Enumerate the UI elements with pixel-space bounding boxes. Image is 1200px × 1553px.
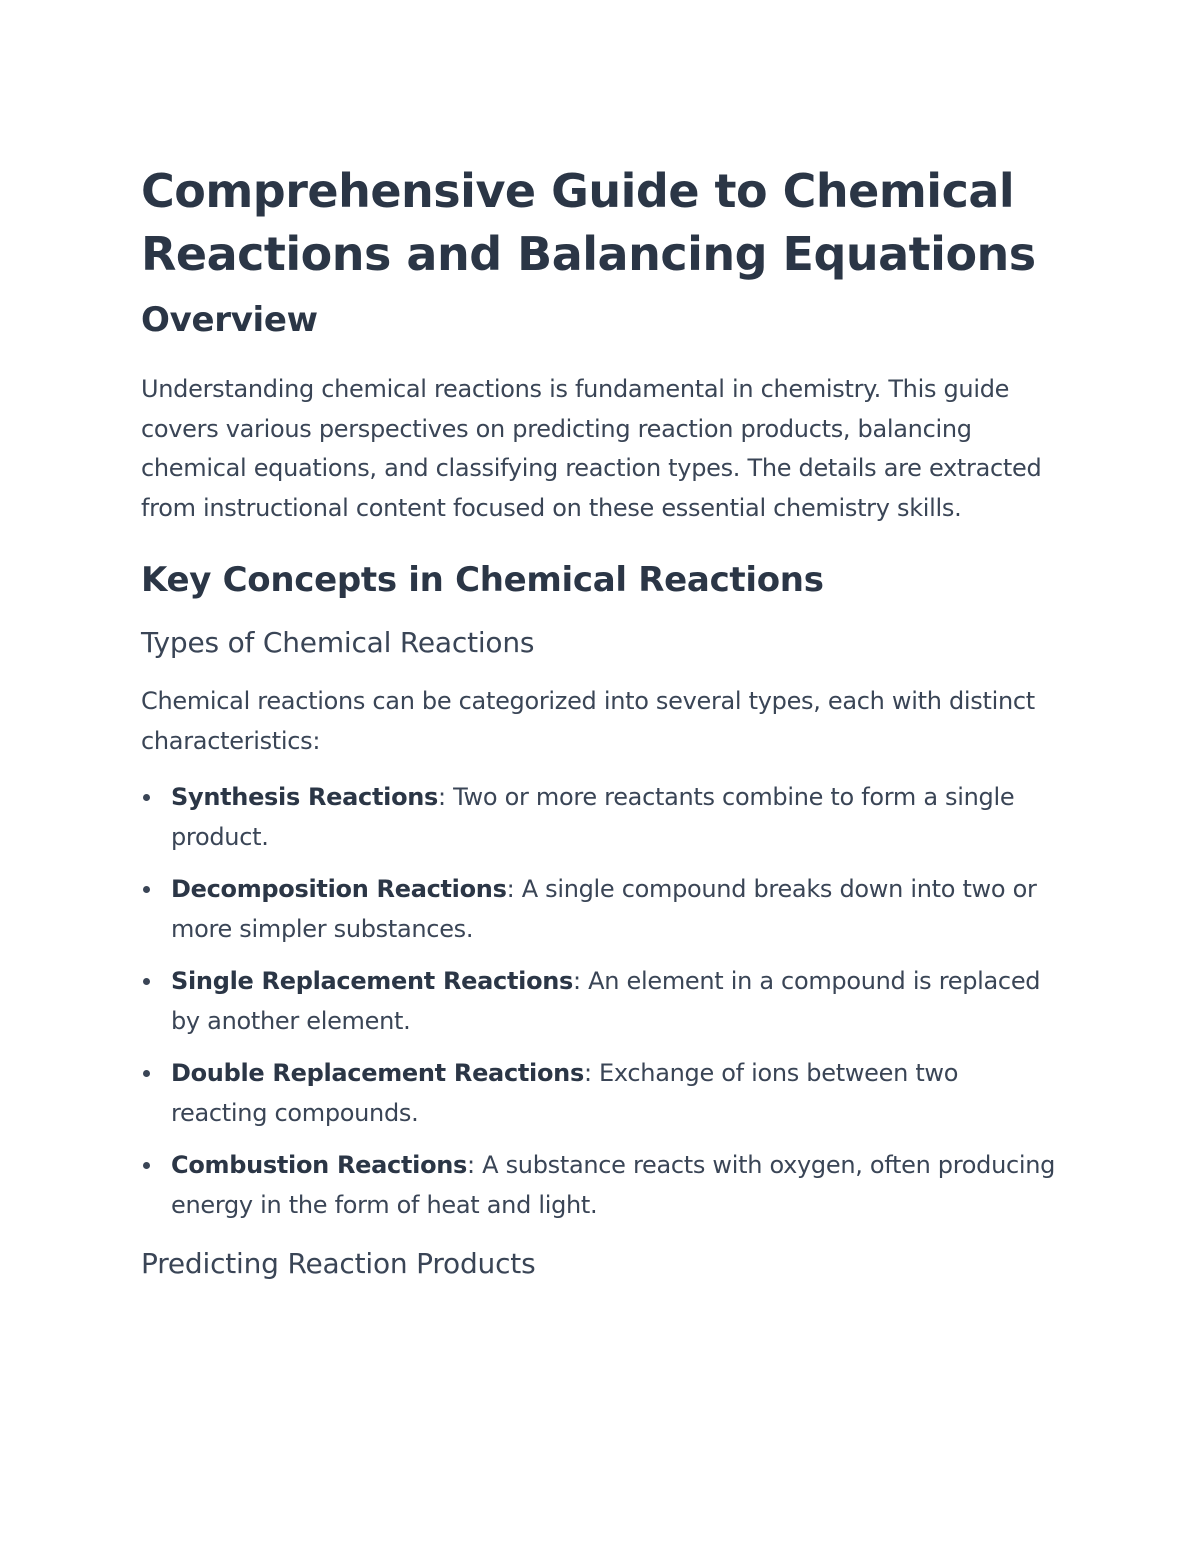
list-item-term: Synthesis Reactions bbox=[171, 783, 439, 811]
bullet-icon bbox=[143, 1070, 150, 1077]
bullet-icon bbox=[143, 794, 150, 801]
list-item bbox=[141, 961, 1061, 1041]
overview-heading: Overview bbox=[141, 300, 318, 340]
bullet-icon bbox=[143, 978, 150, 985]
list-item bbox=[141, 777, 1061, 857]
document-page bbox=[141, 160, 1061, 1283]
list-item-description: : A single compound breaks down into two or more simpler substances. bbox=[171, 875, 1037, 943]
key-concepts-heading: Key Concepts in Chemical Reactions bbox=[141, 560, 824, 600]
predicting-heading: Predicting Reaction Products bbox=[141, 1247, 536, 1280]
types-intro-paragraph: Chemical reactions can be categorized into several types, each with distinct characteristics: bbox=[141, 687, 1035, 755]
list-item-description: : Exchange of ions between two reacting compounds. bbox=[171, 1059, 959, 1127]
overview-paragraph: Understanding chemical reactions is fundamental in chemistry. This guide covers various perspectives on predicting reaction products, balancing chemical equations, and classifying reaction types. The details are extracted from instructional content focused on these essential chemistry skills. bbox=[141, 375, 1042, 522]
bullet-icon bbox=[143, 1162, 150, 1169]
list-item bbox=[141, 869, 1061, 949]
bullet-icon bbox=[143, 886, 150, 893]
list-item-term: Single Replacement Reactions bbox=[171, 967, 574, 995]
list-item-description: : An element in a compound is replaced by another element. bbox=[171, 967, 1041, 1035]
list-item-term: Combustion Reactions bbox=[171, 1151, 468, 1179]
reaction-types-list bbox=[141, 777, 1061, 1225]
list-item bbox=[141, 1053, 1061, 1133]
types-heading: Types of Chemical Reactions bbox=[141, 626, 535, 659]
list-item bbox=[141, 1145, 1061, 1225]
document-title: Comprehensive Guide to Chemical Reactions and Balancing Equations bbox=[141, 164, 1036, 281]
list-item-description: : Two or more reactants combine to form a single product. bbox=[171, 783, 1015, 851]
list-item-term: Decomposition Reactions bbox=[171, 875, 507, 903]
list-item-description: : A substance reacts with oxygen, often producing energy in the form of heat and light. bbox=[171, 1151, 1056, 1219]
list-item-term: Double Replacement Reactions bbox=[171, 1059, 584, 1087]
